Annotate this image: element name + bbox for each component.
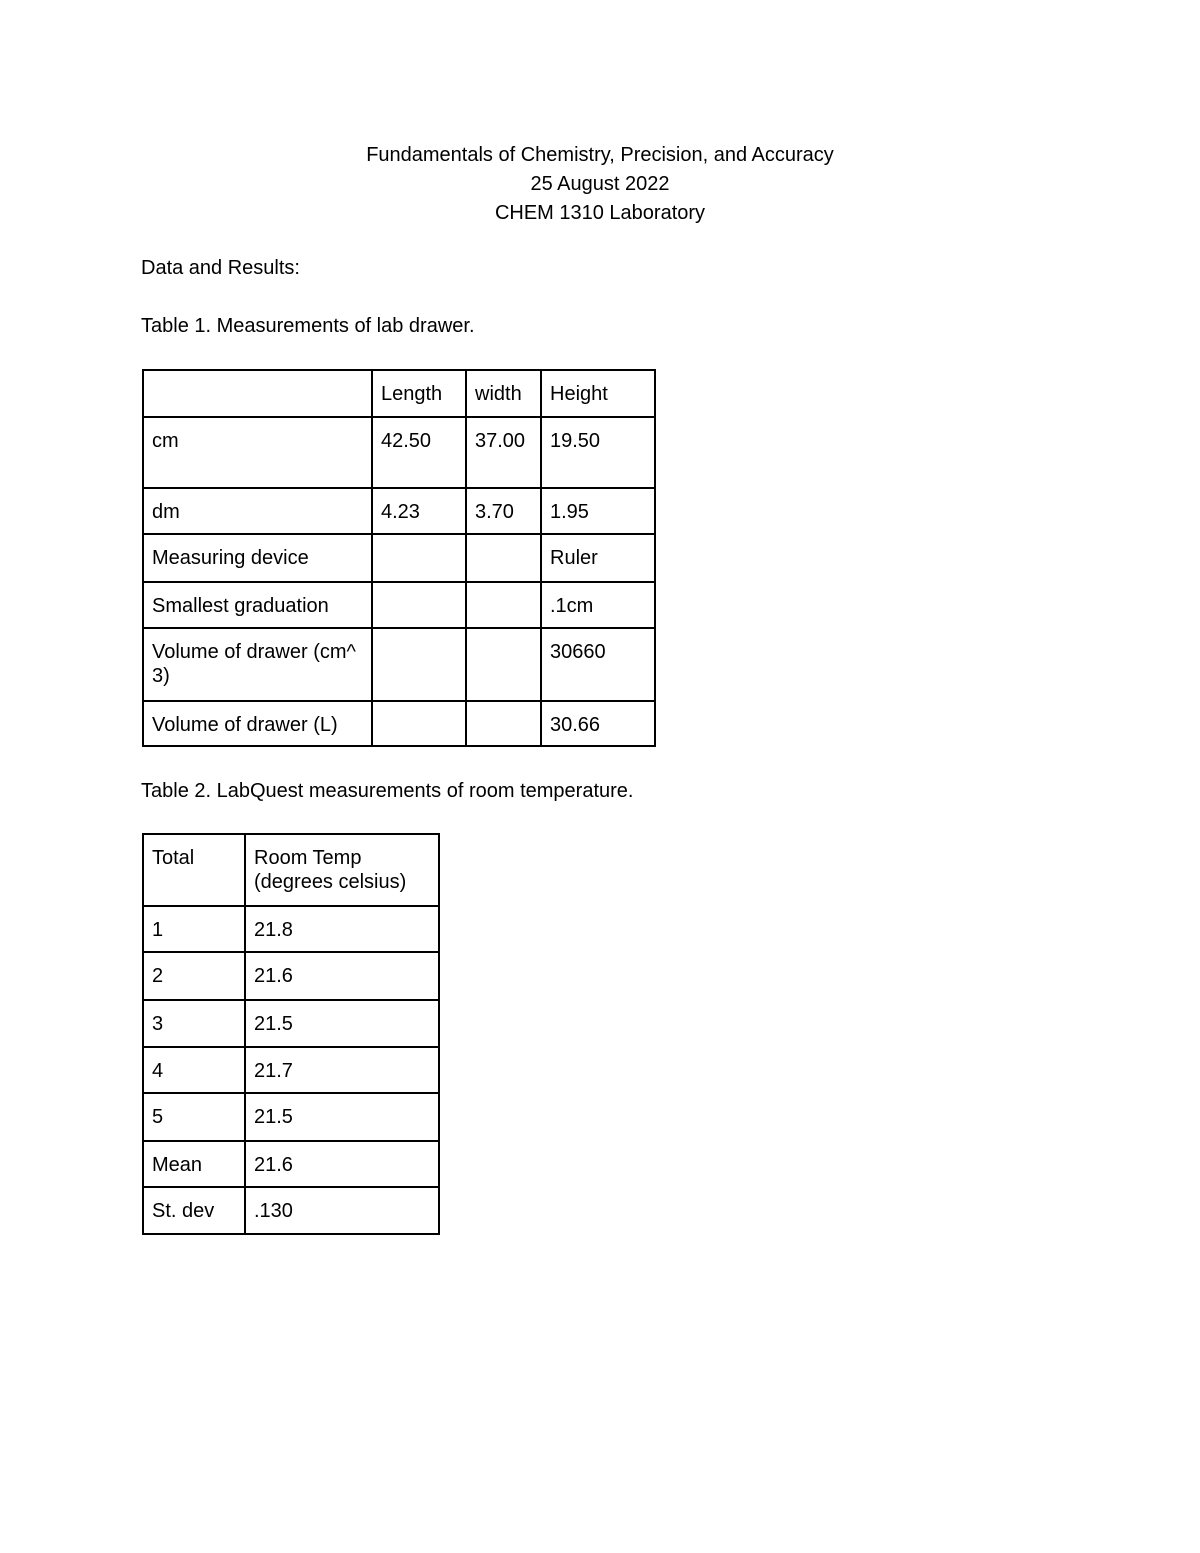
drawer-measurements-table — [142, 369, 656, 747]
document-header — [0, 141, 1200, 228]
table-cell: 21.6 — [245, 1141, 439, 1187]
table-cell: 21.6 — [245, 952, 439, 1000]
course-name: CHEM 1310 Laboratory — [494, 202, 706, 224]
table-row — [143, 1000, 439, 1047]
table-row — [143, 534, 655, 582]
table-cell: Ruler — [541, 534, 655, 582]
table-cell: 30.66 — [541, 701, 655, 746]
document-title: Fundamentals of Chemistry, Precision, and Accuracy — [366, 144, 834, 166]
table-header-cell: Room Temp (degrees celsius) — [245, 834, 439, 906]
table-cell: dm — [143, 488, 372, 534]
table-header-cell — [143, 370, 372, 417]
table-row — [143, 417, 655, 488]
table-cell: Measuring device — [143, 534, 372, 582]
table-cell — [466, 628, 541, 701]
table-cell: 4.23 — [372, 488, 466, 534]
table-row — [143, 701, 655, 746]
table-header-row — [143, 834, 439, 906]
table-cell: 5 — [143, 1093, 245, 1141]
table-cell — [466, 534, 541, 582]
table-cell: 3 — [143, 1000, 245, 1047]
table-header-cell: Length — [372, 370, 466, 417]
table-cell: 19.50 — [541, 417, 655, 488]
table-cell: 21.5 — [245, 1000, 439, 1047]
document-date: 25 August 2022 — [530, 173, 670, 195]
table-row — [143, 1047, 439, 1093]
table-header-row — [143, 370, 655, 417]
table-row — [143, 1093, 439, 1141]
table-cell: 2 — [143, 952, 245, 1000]
table-cell: 21.8 — [245, 906, 439, 952]
table-cell: 21.7 — [245, 1047, 439, 1093]
table-row — [143, 1187, 439, 1234]
table-row — [143, 488, 655, 534]
table-cell — [466, 701, 541, 746]
table-cell: 30660 — [541, 628, 655, 701]
table-cell: 21.5 — [245, 1093, 439, 1141]
room-temperature-table — [142, 833, 440, 1235]
table-cell: Volume of drawer (L) — [143, 701, 372, 746]
table-header-cell: width — [466, 370, 541, 417]
table1-caption: Table 1. Measurements of lab drawer. — [141, 315, 475, 337]
table-cell: .130 — [245, 1187, 439, 1234]
table-cell — [466, 582, 541, 628]
table-cell — [372, 582, 466, 628]
table-cell: St. dev — [143, 1187, 245, 1234]
table-cell — [372, 628, 466, 701]
table-cell: 1 — [143, 906, 245, 952]
table-header-cell: Total — [143, 834, 245, 906]
table-cell: Mean — [143, 1141, 245, 1187]
table-cell — [372, 534, 466, 582]
table-row — [143, 628, 655, 701]
table-cell: Smallest graduation — [143, 582, 372, 628]
table-row — [143, 952, 439, 1000]
table-cell: cm — [143, 417, 372, 488]
table-cell: 4 — [143, 1047, 245, 1093]
table-cell — [372, 701, 466, 746]
table-cell: 3.70 — [466, 488, 541, 534]
table2-caption: Table 2. LabQuest measurements of room temperature. — [141, 780, 634, 802]
table-cell: 37.00 — [466, 417, 541, 488]
table-cell: 1.95 — [541, 488, 655, 534]
table-row — [143, 906, 439, 952]
table-row — [143, 1141, 439, 1187]
table-cell: .1cm — [541, 582, 655, 628]
table-row — [143, 582, 655, 628]
table-cell: 42.50 — [372, 417, 466, 488]
table-header-cell: Height — [541, 370, 655, 417]
table-cell: Volume of drawer (cm^3) — [143, 628, 372, 701]
section-heading: Data and Results: — [141, 257, 300, 279]
